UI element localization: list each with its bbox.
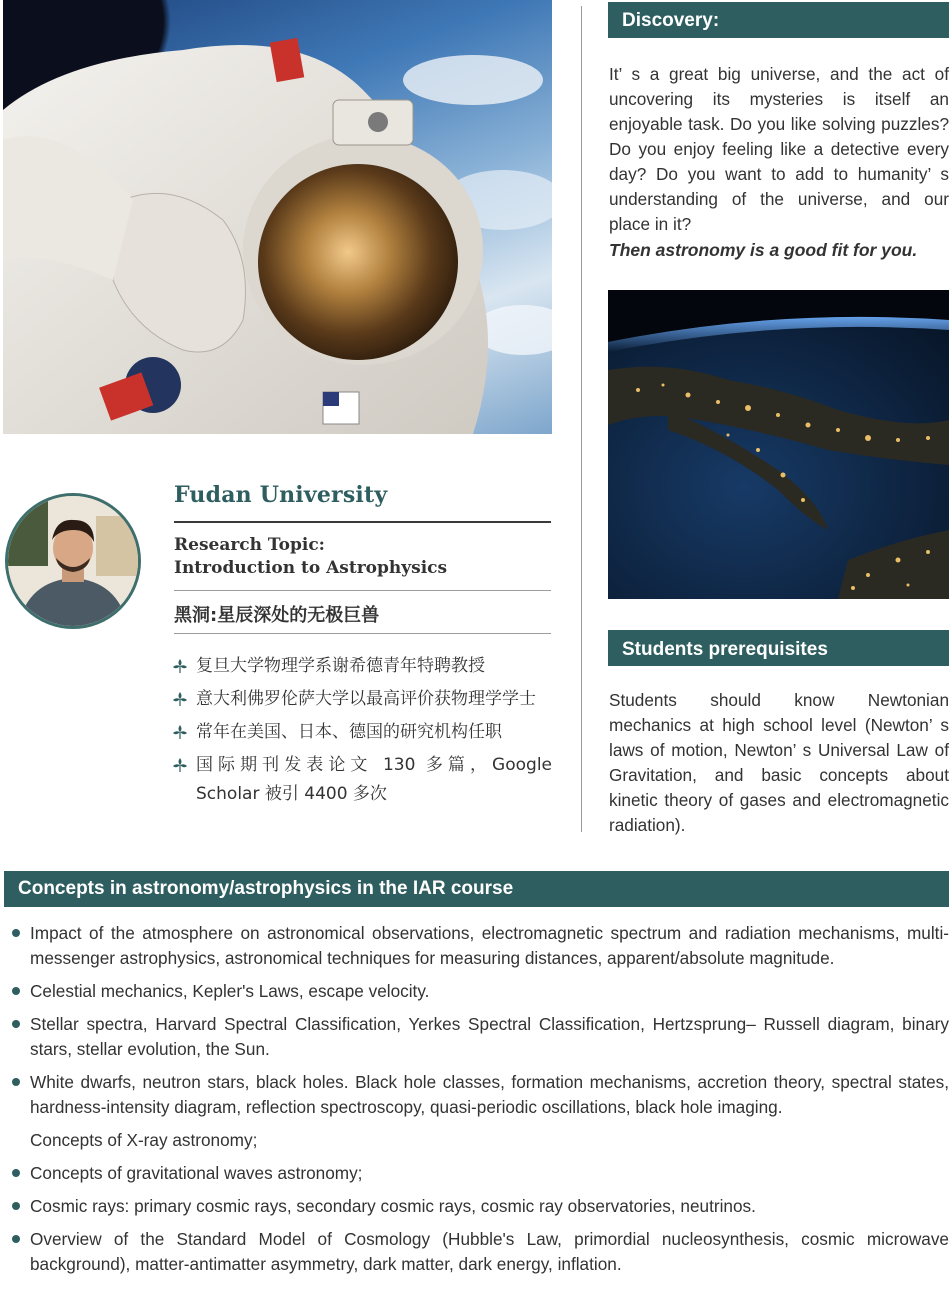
dot-bullet bbox=[12, 1169, 20, 1177]
concept-item bbox=[12, 1012, 949, 1062]
leaf-icon bbox=[172, 658, 188, 674]
concept-text: Stellar spectra, Harvard Spectral Classification, Yerkes Spectral Classification, Hertzsprung– Russell diagram, binary stars, stellar evolution, the Sun. bbox=[30, 1014, 949, 1059]
earth-night-photo bbox=[608, 290, 949, 599]
dot-bullet bbox=[12, 1020, 20, 1028]
research-topic-label: Research Topic: bbox=[174, 535, 325, 555]
concept-item bbox=[12, 979, 949, 1004]
astronaut-photo bbox=[3, 0, 552, 434]
concept-text: Celestial mechanics, Kepler's Laws, escape velocity. bbox=[30, 981, 430, 1001]
dot-bullet bbox=[12, 987, 20, 995]
vertical-divider bbox=[581, 6, 582, 832]
discovery-emphasis: Then astronomy is a good fit for you. bbox=[609, 240, 918, 260]
dot-bullet bbox=[12, 1202, 20, 1210]
prerequisites-header: Students prerequisites bbox=[608, 630, 949, 666]
concept-text: Impact of the atmosphere on astronomical observations, electromagnetic spectrum and radiation mechanisms, multi-messenger astrophysics, astronomical techniques for measuring distances, apparent/absolute magnitude. bbox=[30, 923, 949, 968]
leaf-icon bbox=[172, 724, 188, 740]
concept-item bbox=[12, 1070, 949, 1120]
concept-item bbox=[12, 921, 949, 971]
topic-rule-bottom bbox=[174, 633, 551, 634]
astronaut-illustration bbox=[3, 0, 552, 434]
leaf-icon bbox=[172, 691, 188, 707]
bio-text: 国际期刊发表论文 130 多篇，Google Scholar 被引 4400 多次 bbox=[196, 755, 552, 804]
concept-text: Concepts of X-ray astronomy; bbox=[30, 1130, 258, 1150]
professor-bio-list bbox=[172, 652, 552, 813]
leaf-icon bbox=[172, 757, 188, 773]
concept-item bbox=[12, 1194, 949, 1219]
concept-text: Overview of the Standard Model of Cosmology (Hubble's Law, primordial nucleosynthesis, cosmic microwave background), matter-antimatter asymmetry, dark matter, dark energy, inflation. bbox=[30, 1229, 949, 1274]
prerequisites-body: Students should know Newtonian mechanics at high school level (Newton’ s laws of motion, Newton’ s Universal Law of Gravitation, and basic concepts about kinetic theory of gases and electromagnetic radiation). bbox=[609, 690, 949, 835]
concept-item bbox=[12, 1227, 949, 1277]
university-name: Fudan University bbox=[174, 482, 388, 508]
dot-bullet bbox=[12, 1235, 20, 1243]
topic-rule-top bbox=[174, 590, 551, 591]
discovery-body: It’ s a great big universe, and the act of uncovering its mysteries is itself an enjoyable task. Do you like solving puzzles? Do you enjoy feeling like a detective every day? Do you want to add to humanity’ s understanding of the universe, and our place in it? bbox=[609, 64, 949, 234]
dot-bullet bbox=[12, 1078, 20, 1086]
bio-item bbox=[172, 685, 552, 714]
bio-item bbox=[172, 751, 552, 809]
bio-text: 意大利佛罗伦萨大学以最高评价获物理学学士 bbox=[196, 689, 536, 709]
topic-chinese-title: 黑洞:星辰深处的无极巨兽 bbox=[174, 605, 380, 626]
bio-text: 常年在美国、日本、德国的研究机构任职 bbox=[196, 722, 502, 742]
concept-text: White dwarfs, neutron stars, black holes. Black hole classes, formation mechanisms, accretion theory, spectral states, hardness-intensity diagram, reflection spectroscopy, quasi-periodic oscillations, black hole imaging. bbox=[30, 1072, 949, 1117]
bio-item bbox=[172, 718, 552, 747]
bio-text: 复旦大学物理学系谢希德青年特聘教授 bbox=[196, 656, 485, 676]
concept-item bbox=[12, 1128, 949, 1153]
discovery-header: Discovery: bbox=[608, 2, 949, 38]
research-topic-title: Introduction to Astrophysics bbox=[174, 558, 448, 578]
professor-avatar bbox=[5, 493, 141, 629]
profile-rule bbox=[174, 521, 551, 523]
concepts-header: Concepts in astronomy/astrophysics in the IAR course bbox=[4, 871, 949, 907]
bio-item bbox=[172, 652, 552, 681]
concept-item bbox=[12, 1161, 949, 1186]
concepts-list bbox=[12, 921, 949, 1285]
concept-text: Concepts of gravitational waves astronomy; bbox=[30, 1163, 363, 1183]
dot-bullet bbox=[12, 929, 20, 937]
concept-text: Cosmic rays: primary cosmic rays, secondary cosmic rays, cosmic ray observatories, neutrinos. bbox=[30, 1196, 756, 1216]
